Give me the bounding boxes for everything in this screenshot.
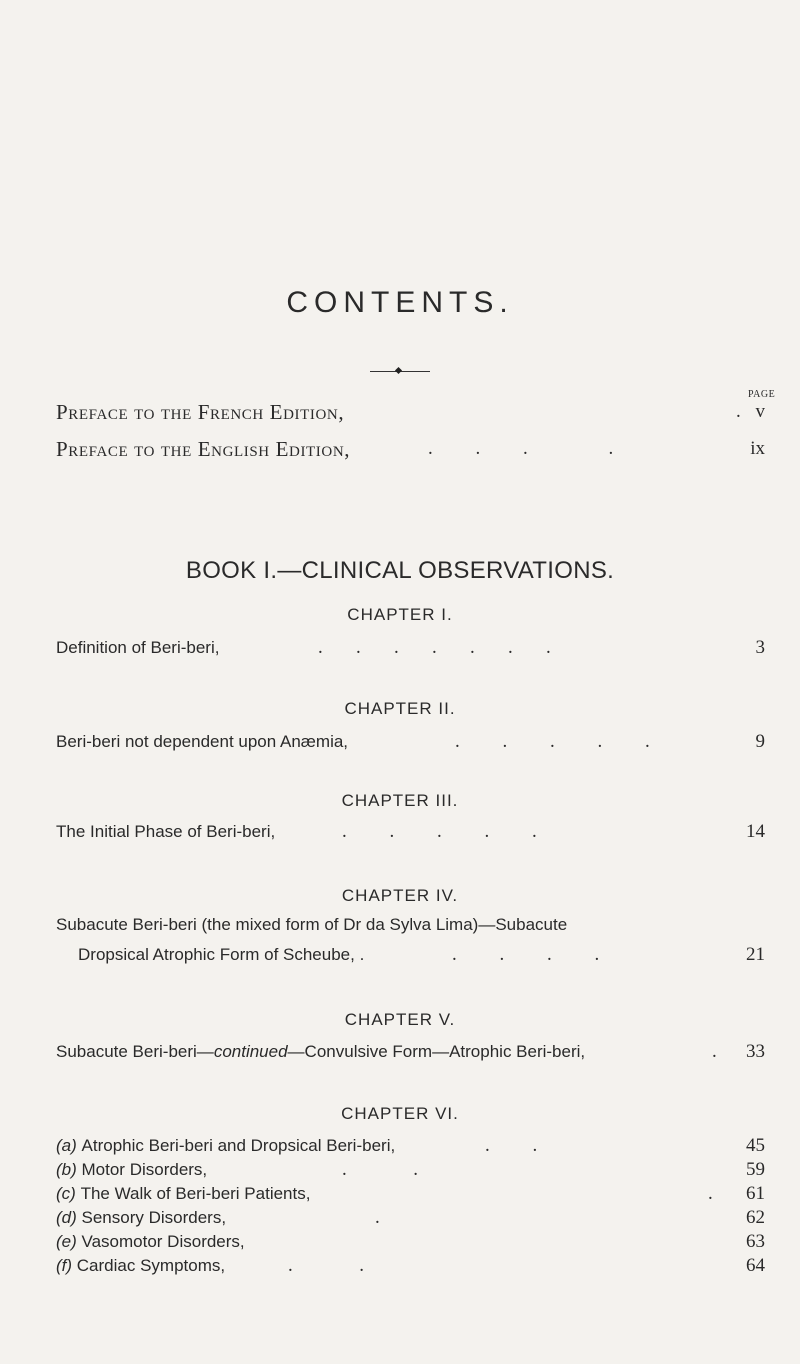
toc-page-number: 63 [746,1231,765,1252]
entry-marker: (e) [56,1232,77,1251]
toc-page-number: 9 [755,731,765,752]
leader-dots: . [736,401,741,422]
entry-marker: (b) [56,1160,77,1179]
leader-dots: . . . . [452,944,600,965]
toc-page-number: 33 [746,1041,765,1062]
chapter-heading: CHAPTER II. [344,699,456,718]
leader-dots: . . . . [428,438,614,459]
toc-entry-label: Atrophic Beri-beri and Dropsical Beri-beri, [81,1136,396,1155]
chapter-heading: CHAPTER V. [344,1010,456,1029]
toc-page-number: 64 [746,1255,765,1276]
leader-dots: . . [342,1159,418,1180]
toc-entry-label: Preface to the French Edition, [56,400,345,424]
toc-entry-label: Preface to the English Edition, [56,437,351,461]
toc-page-number: 62 [746,1207,765,1228]
chapter-heading: CHAPTER I. [347,605,453,624]
toc-entry-text [56,1254,225,1278]
toc-entry-label: The Walk of Beri-beri Patients, [80,1184,311,1203]
label-italic: continued [213,1042,288,1061]
leader-dots: . [712,1041,717,1062]
label-part: —Convulsive Form—Atrophic Beri-beri, [287,1042,586,1061]
toc-entry-label: Subacute Beri-beri (the mixed form of Dr da Sylva Lima)—Subacute [56,915,568,934]
title-ornament [370,367,430,375]
toc-entry-text [56,1182,310,1206]
toc-page-number: 61 [746,1183,765,1204]
toc-page-number: 59 [746,1159,765,1180]
leader-dots: . [375,1207,380,1228]
entry-marker: (a) [56,1136,77,1155]
leader-dots: . . . . . [342,821,537,842]
toc-entry-label: Vasomotor Disorders, [81,1232,245,1251]
book-heading: BOOK I.—CLINICAL OBSERVATIONS. [185,557,615,584]
toc-page-number: v [755,401,765,422]
toc-entry-text [56,1230,245,1254]
leader-dots: . . . . . [455,731,650,752]
page-title: CONTENTS. [286,286,514,319]
toc-entry-label: Sensory Disorders, [81,1208,227,1227]
toc-page-number: 14 [746,821,765,842]
entry-marker: (f) [56,1256,73,1275]
toc-page-number: ix [750,438,765,459]
toc-entry-label: Cardiac Symptoms, [76,1256,226,1275]
diamond-icon [395,367,402,374]
toc-page-number: 21 [746,944,765,965]
leader-dots: . . [485,1135,538,1156]
chapter-heading: CHAPTER VI. [341,1104,459,1123]
chapter-heading: CHAPTER IV. [341,886,459,905]
entry-marker: (d) [56,1208,77,1227]
leader-dots: . [708,1183,713,1204]
chapter-heading: CHAPTER III. [341,791,459,810]
toc-entry-label: Beri-beri not dependent upon Anæmia, [56,732,349,751]
toc-entry-label [56,1040,585,1064]
toc-page-number: 3 [755,637,765,658]
label-part: Subacute Beri-beri— [56,1042,214,1061]
toc-page-number: 45 [746,1135,765,1156]
toc-entry-text [56,1158,207,1182]
toc-entry-label: Dropsical Atrophic Form of Scheube, . [78,945,365,964]
toc-entry-label: The Initial Phase of Beri-beri, [56,822,276,841]
toc-entry-text [56,1206,226,1230]
leader-dots: . . [288,1255,364,1276]
entry-marker: (c) [56,1184,76,1203]
page-column-label: PAGE [748,389,776,400]
toc-entry-label: Motor Disorders, [81,1160,208,1179]
toc-entry-text [56,1134,395,1158]
leader-dots: . . . . . . . [318,637,551,658]
toc-entry-label: Definition of Beri-beri, [56,638,220,657]
